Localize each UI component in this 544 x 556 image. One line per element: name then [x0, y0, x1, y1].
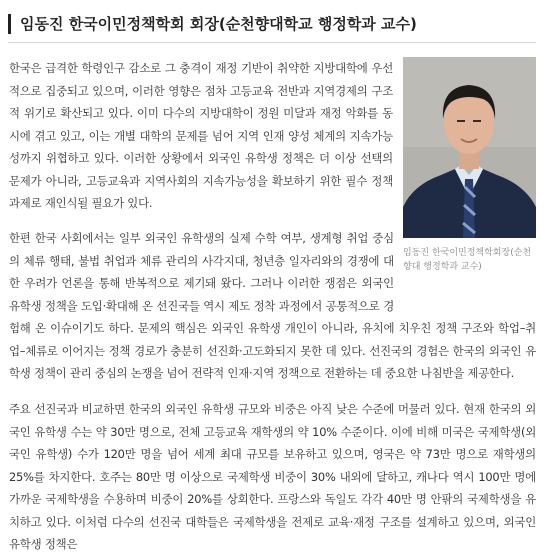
photo-caption: 임동진 한국이민정책학회장(순천향대 행정학과 교수) [403, 248, 532, 272]
article-header [0, 12, 544, 42]
author-photo [403, 57, 536, 238]
paragraph-3: 주요 선진국과 비교하면 한국의 외국인 유학생 규모와 비중은 아직 낮은 수준에 머물러 있다. 현재 한국의 외국인 유학생 수는 약 30만 명으로, 전체 고등교육 재학생의 약 10% 수준이다. 이에 비해 미국은 국제학생(외국인 유학생) 수가 120만 명을 넘어 세계 최대 규모를 보유하고 있으며, 영국은 약 73만 명으로 재학생의 25%를 차지한다. 호주는 80만 명 이상으로 국제학생 비중이 30% 내외에 달하고, 캐나다 역시 100만 명에 가까운 국제학생을 수용하며 비중이 20%를 상회한다. 프랑스와 독일도 각각 40만 명 안팎의 국제학생을 유치하고 있다. 이처럼 다수의 선진국 대학들은 국제학생을 전제로 교육·재정 구조를 설계하고 있으며, 외국인 유학생 정책은 [9, 402, 536, 551]
paragraph-1: 한국은 급격한 학령인구 감소로 그 충격이 재정 기반이 취약한 지방대학에 우선적으로 집중되고 있으며, 이러한 영향은 점차 고등교육 전반과 지역경제의 구조적 위기로 확산되고 있다. 이미 다수의 지방대학이 정원 미달과 재정 악화를 동시에 겪고 있고, 이는 개별 대학의 문제를 넘어 지역 인재 양성 체계의 지속가능성까지 위협하고 있다. 이러한 상황에서 외국인 유학생 정책은 더 이상 선택의 문제가 아니라, 고등교육과 지역사회의 지속가능성을 확보하기 위한 필수 정책 과제로 재인식될 필요가 있다. [9, 61, 393, 210]
article-title: 임동진 한국이민정책학회 회장(순천향대학교 행정학과 교수) [20, 15, 417, 33]
paragraph-2: 한편 한국 사회에서는 일부 외국인 유학생의 실제 수학 여부, 생계형 취업 중심의 체류 행태, 불법 취업과 체류 관리의 사각지대, 청년층 일자리와의 경쟁에 대한 우려가 언론을 통해 반복적으로 제기돼 왔다. 그러나 이러한 쟁점은 외국인 유학생 정책을 도입·확대해 온 선진국들 역시 제도 정착 과정에서 공통적으로 경험해 온 이슈이기도 하다. 문제의 핵심은 외국인 유학생 개인이 아니라, 유치에 치우친 정책 구조와 학업–취업–체류로 이어지는 정책 경로가 충분히 선진화·고도화되지 못한 데 있다. 선진국의 경험은 한국의 외국인 유학생 정책이 관리 중심의 논쟁을 넘어 전략적 인재·지역 정책으로 전환하는 데 중요한 나침반을 제공한다. [9, 227, 536, 385]
title-accent-bar [8, 14, 11, 34]
header-divider [8, 42, 536, 43]
caption-spacer [394, 227, 536, 297]
